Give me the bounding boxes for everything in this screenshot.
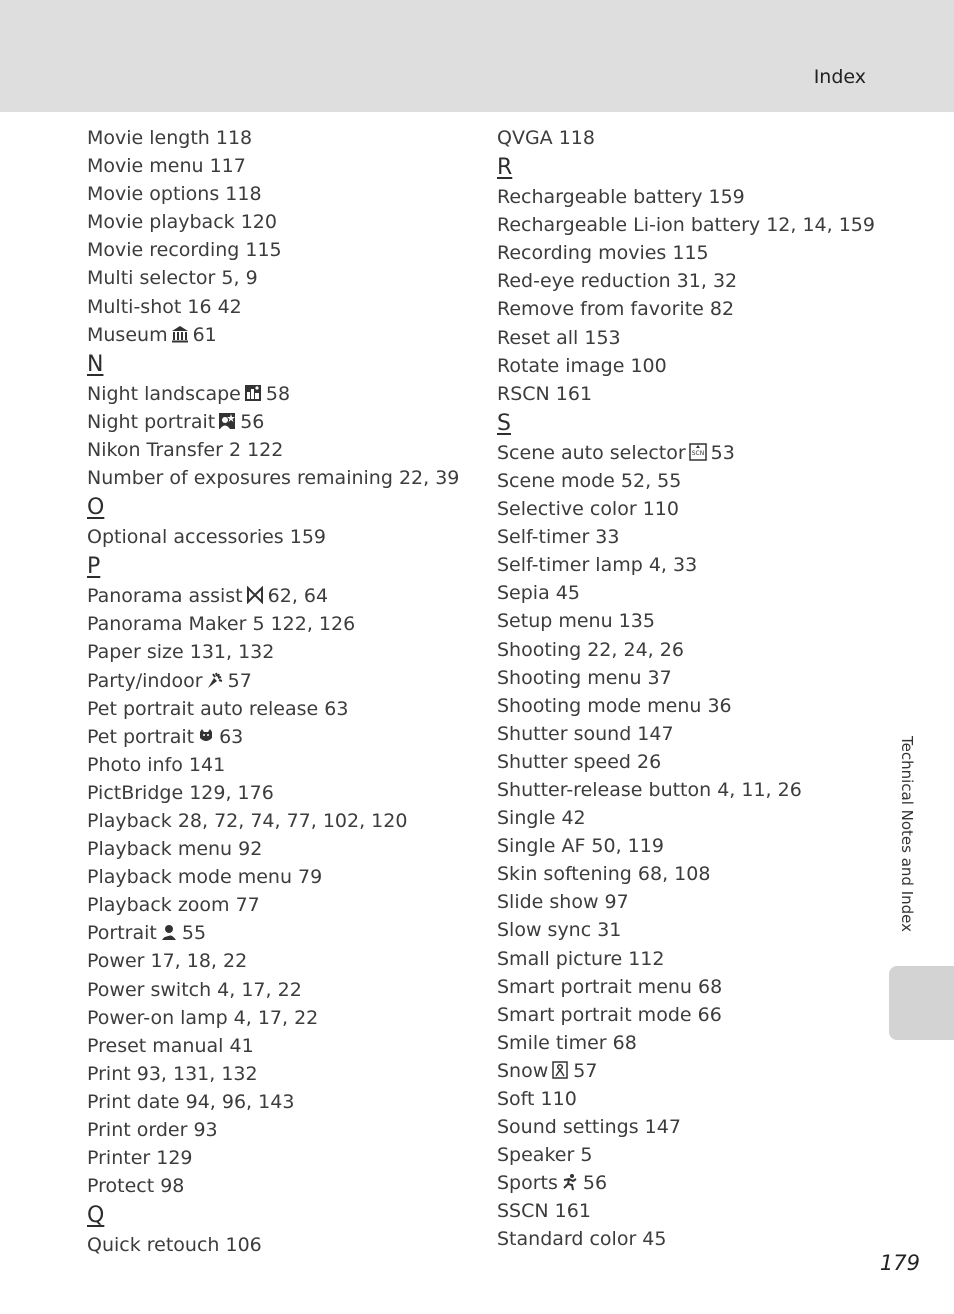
index-entry [497, 860, 877, 888]
index-entry-text: Setup menu 135 [497, 610, 655, 633]
index-letter-heading: Q [87, 1203, 105, 1229]
index-entry-pages: 57 [573, 1059, 598, 1082]
index-entry-text: Small picture 112 [497, 947, 665, 970]
index-entry [497, 776, 877, 804]
index-entry [87, 152, 467, 180]
index-entry-text: Pet portrait [87, 725, 195, 748]
index-entry-text: Playback 28, 72, 74, 77, 102, 120 [87, 809, 408, 832]
index-entry-text: Print 93, 131, 132 [87, 1062, 258, 1085]
index-entry-pages: 56 [240, 410, 265, 433]
index-entry [87, 919, 467, 947]
index-entry-text: Playback zoom 77 [87, 894, 260, 917]
index-entry [87, 863, 467, 891]
index-entry [87, 1116, 467, 1144]
index-entry [497, 720, 877, 748]
index-entry [497, 804, 877, 832]
index-entry [497, 523, 877, 551]
index-entry-text: Portrait [87, 922, 157, 945]
index-entry-pages: 56 [582, 1172, 608, 1195]
index-entry [497, 495, 877, 523]
index-entry-text: Panorama assist [87, 585, 243, 608]
index-entry-text: Smart portrait menu 68 [497, 975, 723, 998]
index-entry [497, 945, 877, 973]
index-entry-pages: 62, 64 [267, 585, 329, 608]
index-entry [87, 667, 467, 695]
index-entry [87, 436, 467, 464]
index-entry [497, 1085, 877, 1113]
index-entry-text: QVGA 118 [497, 127, 595, 149]
index-entry [497, 607, 877, 635]
index-entry-text: Rechargeable Li-ion battery 12, 14, 159 [497, 214, 875, 237]
index-entry-text: Movie menu 117 [87, 155, 246, 178]
svg-text:SCN: SCN [691, 449, 704, 457]
index-entry-text: Shutter speed 26 [497, 750, 662, 773]
index-entry-text: Multi selector 5, 9 [87, 267, 258, 290]
index-entry [497, 832, 877, 860]
party-indoor-icon [206, 671, 224, 689]
index-entry-text: Self-timer lamp 4, 33 [497, 554, 698, 577]
index-entry-text: Sports [497, 1172, 558, 1195]
index-entry [87, 180, 467, 208]
index-entry [497, 352, 877, 380]
index-entry-text: RSCN 161 [497, 382, 593, 405]
index-entry-pages: 58 [265, 382, 291, 405]
index-entry [87, 380, 467, 408]
index-entry-text: Rechargeable battery 159 [497, 186, 745, 209]
index-entry [497, 211, 877, 239]
index-entry-text: Selective color 110 [497, 498, 679, 521]
index-entry [497, 888, 877, 916]
index-entry [497, 1029, 877, 1057]
index-entry-text: Print order 93 [87, 1119, 218, 1141]
index-entry [87, 321, 467, 349]
index-entry-pages: 61 [192, 323, 217, 346]
index-entry-text: Optional accessories 159 [87, 526, 327, 549]
index-entry-text: Movie length 118 [87, 127, 253, 149]
index-entry [497, 551, 877, 579]
index-entry-pages: 55 [181, 922, 207, 945]
index-entry [497, 124, 877, 152]
index-entry [497, 439, 877, 467]
night-landscape-icon [244, 384, 262, 402]
index-entry [87, 582, 467, 610]
index-entry-text: Sepia 45 [497, 582, 580, 605]
index-entry [87, 751, 467, 779]
index-entry-text: Shooting mode menu 36 [497, 694, 732, 717]
index-entry-text: Reset all 153 [497, 326, 621, 349]
index-entry-text: Nikon Transfer 2 122 [87, 438, 284, 461]
index-entry-text: Scene auto selector [497, 441, 686, 464]
index-entry [87, 236, 467, 264]
index-entry [87, 723, 467, 751]
index-entry [87, 807, 467, 835]
index-entry [87, 695, 467, 723]
index-entry [497, 380, 877, 408]
index-entry [87, 264, 467, 292]
index-entry [497, 664, 877, 692]
index-column-right [497, 124, 877, 1254]
index-entry-text: Rotate image 100 [497, 354, 667, 377]
index-entry-text: Multi-shot 16 42 [87, 295, 242, 318]
index-entry-text: PictBridge 129, 176 [87, 781, 274, 804]
section-side-tab [889, 966, 954, 1040]
index-entry-text: Shutter-release button 4, 11, 26 [497, 778, 802, 801]
index-entry-text: Smart portrait mode 66 [497, 1003, 722, 1026]
index-entry-pages: 63 [219, 725, 244, 748]
index-entry-text: Quick retouch 106 [87, 1234, 262, 1257]
index-entry [87, 610, 467, 638]
scene-auto-selector-icon [689, 443, 707, 461]
index-entry [497, 1225, 877, 1253]
index-entry-text: Standard color 45 [497, 1228, 667, 1251]
index-entry [497, 295, 877, 323]
index-entry [87, 891, 467, 919]
index-entry-text: Print date 94, 96, 143 [87, 1090, 295, 1113]
index-entry-text: Night portrait [87, 410, 216, 433]
index-entry-text: Night landscape [87, 382, 241, 405]
index-entry [497, 1141, 877, 1169]
index-entry [87, 124, 467, 152]
snow-icon [551, 1061, 569, 1079]
index-entry-text: Playback mode menu 79 [87, 866, 323, 889]
index-entry-text: Speaker 5 [497, 1144, 593, 1167]
index-entry-text: Single 42 [497, 807, 586, 830]
index-entry [87, 523, 467, 551]
pet-portrait-icon [197, 727, 215, 745]
index-entry [87, 1231, 467, 1259]
index-entry-text: Shutter sound 147 [497, 722, 674, 745]
index-entry-text: Skin softening 68, 108 [497, 863, 711, 886]
index-entry [87, 1144, 467, 1172]
index-entry [87, 208, 467, 236]
index-entry-text: Slow sync 31 [497, 919, 622, 942]
index-entry [497, 267, 877, 295]
index-entry [87, 293, 467, 321]
index-entry [87, 976, 467, 1004]
index-entry-text: Shooting menu 37 [497, 666, 672, 689]
index-entry-text: Panorama Maker 5 122, 126 [87, 613, 356, 636]
index-entry-text: Pet portrait auto release 63 [87, 697, 349, 720]
index-entry-text: Printer 129 [87, 1147, 193, 1170]
index-entry-text: Smile timer 68 [497, 1031, 637, 1054]
index-letter-heading: P [87, 554, 101, 580]
index-entry [497, 467, 877, 495]
index-entry-text: Movie playback 120 [87, 211, 277, 234]
index-entry-text: Number of exposures remaining 22, 39 [87, 467, 460, 490]
index-entry [87, 1172, 467, 1200]
index-entry [497, 636, 877, 664]
index-entry [87, 779, 467, 807]
index-entry [497, 1001, 877, 1029]
index-entry-text: Shooting 22, 24, 26 [497, 638, 684, 661]
index-entry-text: Movie options 118 [87, 183, 262, 206]
index-entry-text: Museum [87, 323, 168, 346]
index-entry-text: Photo info 141 [87, 753, 226, 776]
index-entry-text: Scene mode 52, 55 [497, 469, 682, 492]
index-entry-text: Preset manual 41 [87, 1034, 254, 1057]
index-entry-text: Movie recording 115 [87, 239, 282, 262]
header-band [0, 0, 954, 112]
index-entry [497, 973, 877, 1001]
index-entry-text: Power switch 4, 17, 22 [87, 978, 302, 1001]
panorama-assist-icon [246, 586, 264, 604]
index-letter-heading: O [87, 495, 105, 521]
index-entry [497, 1057, 877, 1085]
index-entry [87, 947, 467, 975]
portrait-icon [160, 923, 178, 941]
index-entry-text: Power 17, 18, 22 [87, 950, 248, 973]
index-entry [87, 1032, 467, 1060]
index-entry-text: Power-on lamp 4, 17, 22 [87, 1006, 319, 1029]
index-entry [87, 1060, 467, 1088]
index-entry-text: Remove from favorite 82 [497, 298, 735, 321]
index-entry [497, 579, 877, 607]
index-entry [87, 408, 467, 436]
page-number: 179 [879, 1251, 920, 1275]
index-entry [87, 1004, 467, 1032]
index-entry [497, 239, 877, 267]
index-entry [497, 1113, 877, 1141]
index-entry-text: Protect 98 [87, 1175, 185, 1198]
index-entry-text: Red-eye reduction 31, 32 [497, 270, 738, 293]
index-letter-heading: S [497, 410, 511, 436]
index-entry [87, 835, 467, 863]
index-entry-text: Snow [497, 1059, 549, 1082]
index-column-left [87, 124, 467, 1259]
index-entry [497, 692, 877, 720]
index-entry-text: Party/indoor [87, 669, 203, 692]
index-entry [497, 1197, 877, 1225]
index-entry-text: Recording movies 115 [497, 242, 709, 265]
index-entry [497, 183, 877, 211]
index-entry [87, 1088, 467, 1116]
index-entry [87, 638, 467, 666]
index-entry-text: Playback menu 92 [87, 838, 263, 861]
index-entry-text: Slide show 97 [497, 891, 629, 914]
index-entry [497, 324, 877, 352]
index-entry [497, 748, 877, 776]
index-entry [87, 464, 467, 492]
index-entry [497, 916, 877, 944]
index-letter-heading: N [87, 351, 104, 377]
page-header-title: Index [813, 66, 866, 88]
index-letter-heading: R [497, 155, 513, 181]
night-portrait-icon [218, 412, 236, 430]
sports-icon [561, 1173, 579, 1191]
museum-icon [171, 325, 189, 343]
index-entry-text: Paper size 131, 132 [87, 641, 275, 664]
section-side-label: Technical Notes and Index [898, 736, 916, 933]
index-entry-text: Self-timer 33 [497, 526, 620, 549]
index-entry-pages: 53 [710, 441, 735, 464]
index-entry-pages: 57 [227, 669, 252, 692]
index-entry-text: Single AF 50, 119 [497, 835, 664, 858]
index-entry-text: SSCN 161 [497, 1200, 591, 1223]
index-entry [497, 1169, 877, 1197]
index-entry-text: Soft 110 [497, 1088, 577, 1110]
index-entry-text: Sound settings 147 [497, 1116, 681, 1139]
